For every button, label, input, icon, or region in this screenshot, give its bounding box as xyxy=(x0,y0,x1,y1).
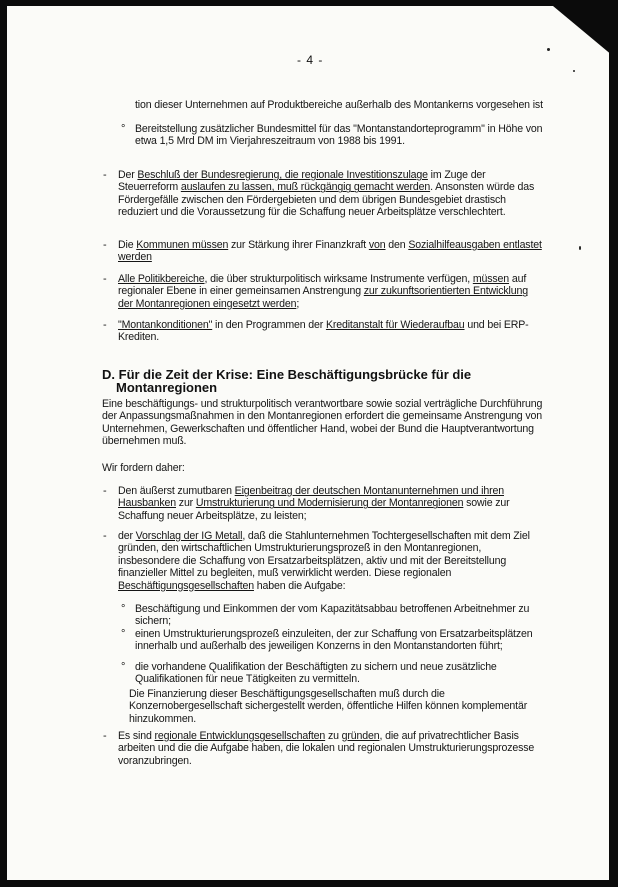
page-number: - 4 - xyxy=(297,53,324,67)
demand-lead: Wir fordern daher: xyxy=(102,462,185,474)
section-heading: D. Für die Zeit der Krise: Eine Beschäftigungsbrücke für die Montanregionen xyxy=(102,367,472,395)
dash-marker: - xyxy=(103,530,107,542)
dash-marker: - xyxy=(103,730,107,742)
sub-bullet-marker: ° xyxy=(121,628,126,640)
dash-marker: - xyxy=(103,239,107,251)
bullet-marker: ° xyxy=(121,123,126,135)
dash-marker: - xyxy=(103,485,107,497)
dash-marker: - xyxy=(103,319,107,331)
folded-corner xyxy=(553,6,609,56)
document-page xyxy=(7,6,609,880)
dash-marker: - xyxy=(103,169,107,181)
demand-item: Der Beschluß der Bundesregierung, die regionale Investitionszulage im Zuge der Steuerreform auslaufen zu lassen, muß rückgängig gemacht werden. Ansonsten würde das Fördergefälle zwischen den Fördergebieten und dem übrigen Bundesgebiet drastisch reduziert und die Voraussetzung für die Schaffung neuer Arbeitsplätze verschlechtert. xyxy=(118,169,535,219)
scan-speck xyxy=(579,246,581,250)
demand-item: Die Kommunen müssen zur Stärkung ihrer Finanzkraft von den Sozialhilfeausgaben entlastet werden xyxy=(118,239,542,264)
demand-item: Den äußerst zumutbaren Eigenbeitrag der deutschen Montanunternehmen und ihren Hausbanken zur Umstrukturierung und Modernisierung der Montanregionen sowie zur Schaffung neuer Arbeitsplätze, zu leisten; xyxy=(118,485,510,522)
demand-item: Es sind regionale Entwicklungsgesellschaften zu gründen, die auf privatrechtlicher Basis arbeiten und die die Aufgabe haben, die lokalen und regionalen Umstrukturierungsprozesse voranzubringen. xyxy=(118,730,535,767)
bullet-text: Bereitstellung zusätzlicher Bundesmittel für das "Montanstandorteprogramm" in Höhe von etwa 1,5 Mrd DM im Vierjahreszeitraum von 1988 bis 1991. xyxy=(135,123,543,148)
scan-speck xyxy=(573,70,575,72)
closing-paragraph: Die Finanzierung dieser Beschäftigungsgesellschaften muß durch die Konzernobergesellschaft sichergestellt werden, öffentliche Hilfen können komplementär hinzukommen. xyxy=(129,688,528,725)
sub-bullet-text: einen Umstrukturierungsprozeß einzuleiten, der zur Schaffung von Ersatzarbeitsplätzen innerhalb und außerhalb des jeweiligen Konzerns in den Montanstandorten führt; xyxy=(135,628,533,653)
section-intro: Eine beschäftigungs- und strukturpolitisch verantwortbare sowie sozial verträgliche Durchführung der Anpassungsmaßnahmen in den Montanregionen erfordert die gemeinsame Anstrengung von Unternehmen, Gewerkschaften und öffentlicher Hand, wobei der Bund die Hauptverantwortung übernehmen muß. xyxy=(102,398,543,448)
demand-item: "Montankonditionen" in den Programmen der Kreditanstalt für Wiederaufbau und bei ERP-Krediten. xyxy=(118,319,529,344)
demand-item: der Vorschlag der IG Metall, daß die Stahlunternehmen Tochtergesellschaften mit dem Ziel gründen, den wirtschaftlichen Umstrukturierungsprozeß in den Montanregionen, insbesondere die Schaffung von Ersatzarbeitsplätzen, aktiv und mit der Bereitstellung finanzieller Mittel zu begleiten, muß verwirklicht werden. Diese regionalen Beschäftigungsgesellschaften haben die Aufgabe: xyxy=(118,530,530,592)
sub-bullet-text: die vorhandene Qualifikation der Beschäftigten zu sichern und neue zusätzliche Qualifikationen für neue Tätigkeiten zu vermitteln. xyxy=(135,661,497,686)
sub-bullet-marker: ° xyxy=(121,661,126,673)
dash-marker: - xyxy=(103,273,107,285)
continuation-text: tion dieser Unternehmen auf Produktbereiche außerhalb des Montankerns vorgesehen ist xyxy=(135,99,543,111)
sub-bullet-text: Beschäftigung und Einkommen der vom Kapazitätsabbau betroffenen Arbeitnehmer zu sichern; xyxy=(135,603,530,628)
demand-item: Alle Politikbereiche, die über strukturpolitisch wirksame Instrumente verfügen, müssen auf regionaler Ebene in einer gemeinsamen Anstrengung zur zukunftsorientierten Entwicklung der Montanregionen eingesetzt werden; xyxy=(118,273,528,310)
sub-bullet-marker: ° xyxy=(121,603,126,615)
scan-speck xyxy=(547,48,550,51)
